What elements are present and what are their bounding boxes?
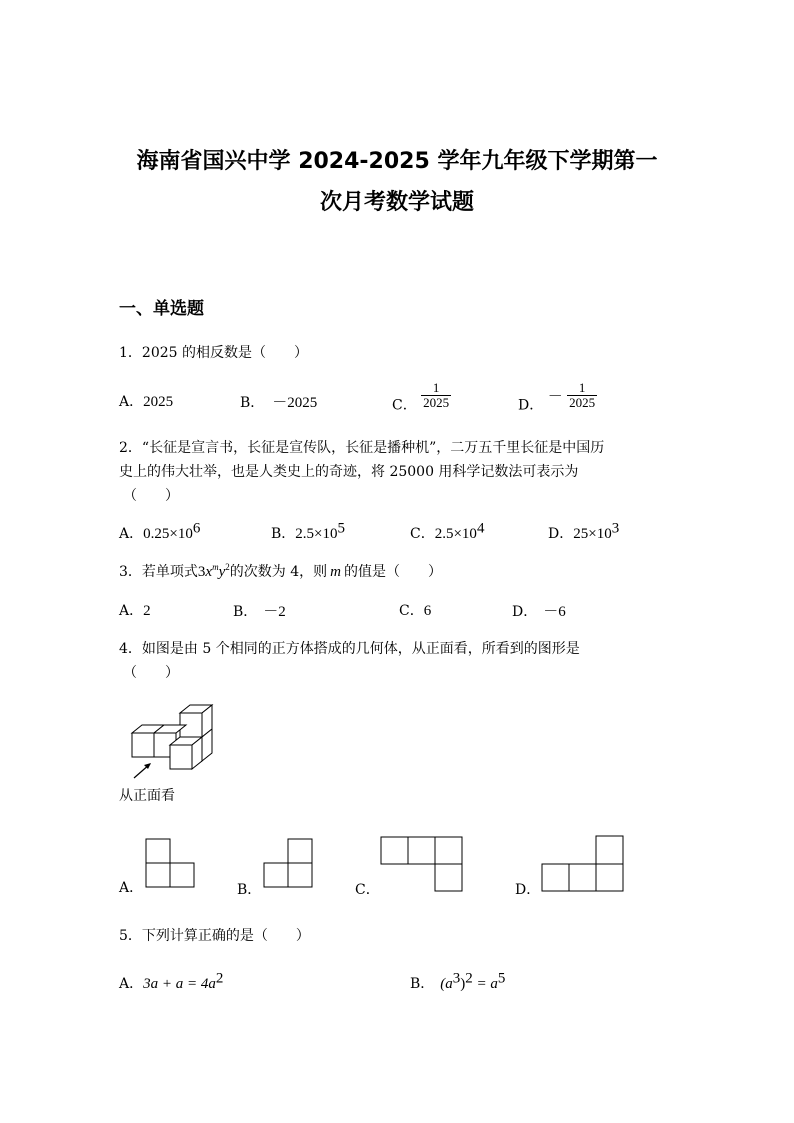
option-label: B．: [240, 395, 265, 411]
fraction-numerator: 1: [578, 380, 586, 395]
option-label: B．: [233, 604, 258, 620]
option-value: －2025: [272, 395, 318, 411]
option-base: 2.5×10: [295, 526, 338, 542]
monomial-x: x: [205, 564, 213, 580]
fraction-denominator: 2025: [423, 395, 450, 410]
q1-option-b[interactable]: [240, 391, 317, 412]
q4-option-d-label[interactable]: D．: [515, 882, 541, 898]
option-value: 2: [143, 603, 151, 619]
option-close: ): [460, 976, 466, 992]
option-label: A．: [119, 603, 144, 619]
option-label: B．: [271, 526, 296, 542]
option-label: A．: [119, 394, 144, 410]
option-label: C．: [399, 603, 424, 619]
fraction-denominator: 2025: [569, 395, 596, 410]
option-label: D．: [518, 397, 544, 414]
question-5-stem: 5．下列计算正确的是（ ）: [119, 928, 310, 944]
option-value: －6: [543, 604, 566, 620]
fraction: [421, 381, 451, 410]
q1-option-c[interactable]: [392, 381, 451, 415]
option-label: C．: [410, 526, 435, 542]
option-label: A．: [119, 526, 144, 542]
monomial-exp-2: 2: [225, 562, 230, 572]
option-label: D．: [512, 604, 538, 620]
stem-prefix: 3．若单项式: [119, 564, 198, 580]
option-base: 0.25×10: [143, 526, 193, 542]
inner-exponent: 3: [452, 970, 461, 987]
monomial: [198, 564, 230, 580]
q4-option-a-label[interactable]: A．: [119, 880, 144, 896]
question-2-line2: 史上的伟大壮举，也是人类史上的奇迹，将 25000 用科学记数法可表示为: [119, 464, 579, 480]
q3-option-c[interactable]: [399, 600, 431, 620]
section-heading: 一、单选题: [119, 299, 204, 319]
q2-option-c[interactable]: [410, 520, 485, 543]
option-base: 25×10: [573, 526, 612, 542]
option-value: 2025: [143, 394, 174, 410]
monomial-exp-m: m: [212, 562, 219, 572]
q2-option-a[interactable]: [119, 520, 201, 543]
option-value: 6: [423, 603, 432, 619]
minus-sign: －: [547, 389, 563, 405]
q2-option-b[interactable]: [271, 520, 346, 543]
option-expression: 3a + a = 4a: [143, 976, 216, 992]
option-label: D．: [548, 526, 574, 542]
monomial-coefficient: 3: [197, 564, 206, 580]
option-base: 2.5×10: [434, 526, 477, 542]
option-label: B．: [410, 976, 435, 992]
fraction-numerator: 1: [432, 380, 440, 395]
option-label: A．: [119, 976, 144, 992]
q4-option-c-label[interactable]: C．: [355, 882, 380, 898]
option-exponent: 4: [476, 520, 485, 537]
option-exponent: 5: [337, 520, 346, 537]
question-4-line1: 4．如图是由 5 个相同的正方体搭成的几何体，从正面看，所看到的图形是: [119, 641, 580, 657]
page-title-line2: 次月考数学试题: [319, 190, 474, 215]
variable-m: m: [330, 564, 341, 580]
fraction: [567, 381, 597, 410]
option-value: －2: [263, 604, 286, 620]
q3-option-d[interactable]: [512, 600, 566, 621]
question-1-stem: 1．2025 的相反数是（ ）: [119, 345, 308, 361]
option-exponent: 3: [611, 520, 620, 537]
outer-exponent: 2: [465, 970, 473, 987]
q2-option-d[interactable]: [548, 520, 620, 543]
q4-option-b-figure[interactable]: [263, 838, 315, 890]
question-4-line2: （ ）: [123, 665, 179, 681]
option-exponent: 2: [215, 970, 224, 987]
q5-option-b[interactable]: [410, 970, 506, 993]
stem-suffix: 的值是（ ）: [343, 564, 442, 580]
option-equals: = a: [472, 976, 498, 992]
q3-option-a[interactable]: [119, 600, 151, 620]
monomial-y: y: [218, 564, 226, 580]
question-2-line1: 2．“长征是宣言书，长征是宣传队，长征是播种机”，二万五千里长征是中国历: [119, 440, 605, 456]
q4-option-a-figure[interactable]: [145, 838, 197, 890]
q1-option-a[interactable]: [119, 391, 173, 411]
q4-option-b-label[interactable]: B．: [237, 882, 262, 898]
option-open: (a: [440, 976, 453, 992]
option-label: C．: [392, 397, 417, 414]
option-exponent: 5: [497, 970, 506, 987]
stem-middle: 的次数为 4，则: [229, 564, 328, 580]
cube-stack-figure: [120, 700, 220, 780]
option-exponent: 6: [192, 520, 201, 537]
q1-option-d[interactable]: [518, 381, 597, 415]
question-3-stem: [119, 561, 442, 581]
q3-option-b[interactable]: [233, 600, 286, 621]
question-2-line3: （ ）: [123, 488, 179, 504]
q5-option-a[interactable]: [119, 970, 224, 993]
q4-option-d-figure[interactable]: [541, 835, 625, 893]
view-direction-caption: 从正面看: [119, 788, 175, 804]
q4-option-c-figure[interactable]: [380, 836, 464, 892]
page-title-line1: 海南省国兴中学 2024-2025 学年九年级下学期第一: [136, 149, 658, 174]
